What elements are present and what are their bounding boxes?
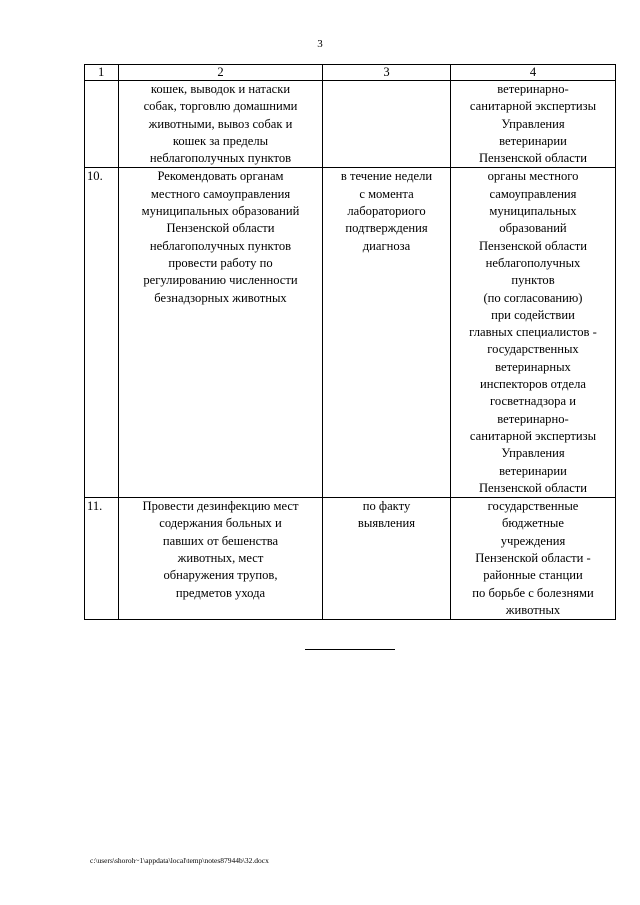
cell-text-line: павших от бешенства [162,533,279,548]
cell-text-line: Рекомендовать органам [157,169,284,184]
cell-text-line: кошек за пределы [172,133,269,148]
cell-text-line: Пензенской области [166,221,275,236]
cell-text-line: Управления [501,116,565,131]
cell-text-line: животных, мест [177,551,264,566]
row-cell-col3 [323,498,451,620]
cell-text-line: провести работу по [168,255,273,270]
cell-text-line: предметов ухода [175,585,266,600]
header-col-2: 2 [119,65,323,81]
cell-text-line: муниципальных образований [141,204,300,219]
cell-text-line: учреждения [500,533,566,548]
row-cell-col4 [451,498,616,620]
row-cell-col4 [451,81,616,168]
cell-text-line: неблагополучных пунктов [149,151,292,166]
cell-text-line: самоуправления [489,186,577,201]
cell-text-line: регулированию численности [143,273,298,288]
cell-text-line: госветнадзора и [490,394,576,409]
cell-text-line: районные станции [483,568,583,583]
cell-text-line: содержания больных и [159,516,282,531]
cell-text-line: кошек, выводок и натаски [150,82,291,96]
cell-text-line: главных специалистов - [469,325,597,340]
cell-text-line: ветеринарии [499,463,567,478]
cell-text-line: Пензенской области - [475,551,591,566]
cell-text-line: местного самоуправления [150,186,291,201]
row-cell-col3 [323,168,451,498]
row-number: 11. [85,498,119,620]
cell-text-line: государственные [487,499,579,514]
table-header-row [85,65,616,81]
table-row [85,498,616,620]
end-separator-line [305,649,395,650]
cell-text-line: неблагополучных [485,255,581,270]
row-cell-col2 [119,81,323,168]
row-number [85,81,119,168]
cell-text-line: диагноза [362,238,411,253]
cell-text-line: санитарной экспертизы [469,428,597,443]
row-cell-col2 [119,168,323,498]
cell-text-line: Пензенской области [478,480,588,495]
cell-text-line: бюджетные [501,516,564,531]
cell-text-line: государственных [487,342,579,357]
cell-text-line: муниципальных [489,204,577,219]
cell-text-line: выявления [357,516,416,531]
cell-text-line: по борьбе с болезнями [472,585,594,600]
cell-text-line: безнадзорных животных [154,290,287,305]
cell-text-line: (по согласованию) [483,290,583,305]
cell-text-line: Пензенской области [478,238,588,253]
cell-text-line: Провести дезинфекцию мест [142,499,299,514]
cell-text-line: Пензенской области [478,151,588,166]
cell-text-line: ветеринарно- [497,82,569,96]
row-number: 10. [85,168,119,498]
row-cell-col3 [323,81,451,168]
header-col-3: 3 [323,65,451,81]
cell-text-line: подтверждения [345,221,428,236]
cell-text-line: животными, вывоз собак и [148,116,293,131]
cell-text-line: ветеринарных [495,359,571,374]
cell-text-line: собак, торговлю домашними [143,99,298,114]
cell-text-line: Управления [501,446,565,461]
cell-text-line: ветеринарно- [497,411,569,426]
row-cell-col2 [119,498,323,620]
cell-text-line: санитарной экспертизы [469,99,597,114]
cell-text-line: с момента [359,186,414,201]
row-cell-col4 [451,168,616,498]
footer-file-path: c:\users\shoroh~1\appdata\local\temp\notes87944b\32.docx [90,856,269,865]
cell-text-line: животных [505,602,561,617]
header-col-4: 4 [451,65,616,81]
cell-text-line: лабораториого [347,204,426,219]
cell-text-line: обнаружения трупов, [163,568,278,583]
cell-text-line: пунктов [511,273,555,288]
header-col-1: 1 [85,65,119,81]
cell-text-line: образований [499,221,567,236]
cell-text-line: инспекторов отдела [479,377,586,392]
cell-text-line: при содействии [491,307,575,322]
cell-text-line: по факту [362,499,411,514]
measures-table [84,64,616,620]
cell-text-line: неблагополучных пунктов [149,238,292,253]
page-number: 3 [317,38,323,50]
table-row [85,81,616,168]
cell-text-line: органы местного [487,169,579,184]
cell-text-line: в течение недели [340,169,433,184]
table-row [85,168,616,498]
cell-text-line: ветеринарии [499,133,567,148]
